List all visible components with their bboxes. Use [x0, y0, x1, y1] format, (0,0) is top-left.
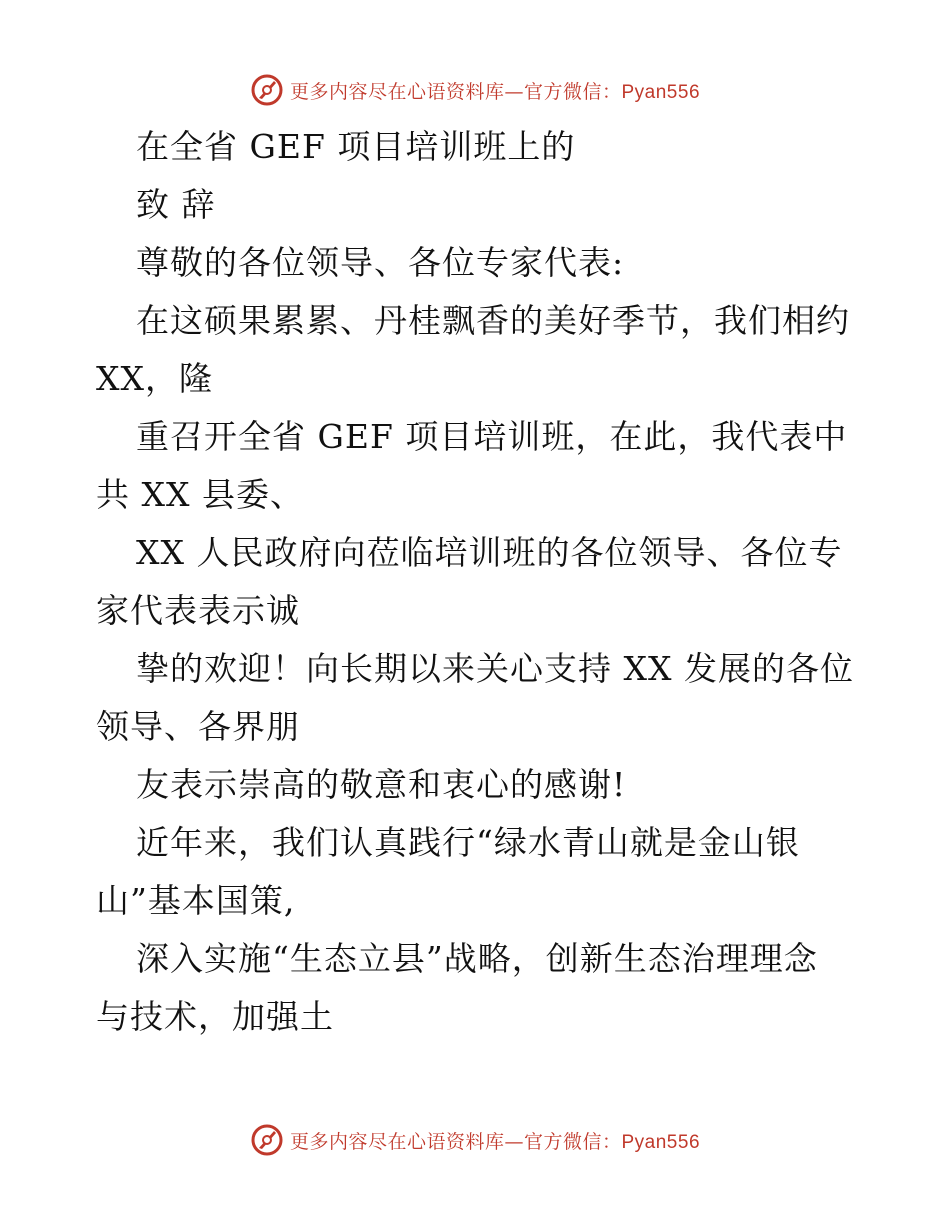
paragraph-line: 与技术，加强土	[96, 997, 334, 1036]
paragraph-line: 家代表表示诚	[96, 591, 300, 630]
paragraph-line: 共 XX 县委、	[96, 475, 304, 514]
paragraph-line: 友表示崇高的敬意和衷心的感谢!	[136, 765, 627, 804]
doc-title-line: 致 辞	[136, 185, 216, 224]
banner-text: 更多内容尽在心语资料库—官方微信：Pyan556	[289, 80, 701, 103]
salutation-line: 尊敬的各位领导、各位专家代表:	[136, 243, 625, 282]
paragraph-line: 山”基本国策,	[96, 881, 296, 920]
feather-seal-icon	[250, 73, 284, 107]
document-body	[96, 118, 876, 1046]
feather-seal-icon	[250, 1123, 284, 1157]
paragraph-line: XX 人民政府向莅临培训班的各位领导、各位专	[136, 533, 843, 572]
paragraph-line: 挚的欢迎！向长期以来关心支持 XX 发展的各位	[136, 649, 854, 688]
paragraph-line: 近年来，我们认真践行“绿水青山就是金山银	[136, 823, 800, 862]
paragraph-line: 深入实施“生态立县”战略，创新生态治理理念	[136, 939, 818, 978]
paragraph-line: 重召开全省 GEF 项目培训班，在此，我代表中	[136, 417, 848, 456]
paragraph-line: XX，隆	[96, 359, 213, 398]
paragraph-line: 领导、各界朋	[96, 707, 300, 746]
footer-banner	[0, 1120, 950, 1160]
doc-title-line: 在全省 GEF 项目培训班上的	[136, 127, 576, 166]
header-banner	[0, 70, 950, 110]
banner-text: 更多内容尽在心语资料库—官方微信：Pyan556	[289, 1130, 701, 1153]
paragraph-line: 在这硕果累累、丹桂飘香的美好季节，我们相约	[136, 301, 850, 340]
